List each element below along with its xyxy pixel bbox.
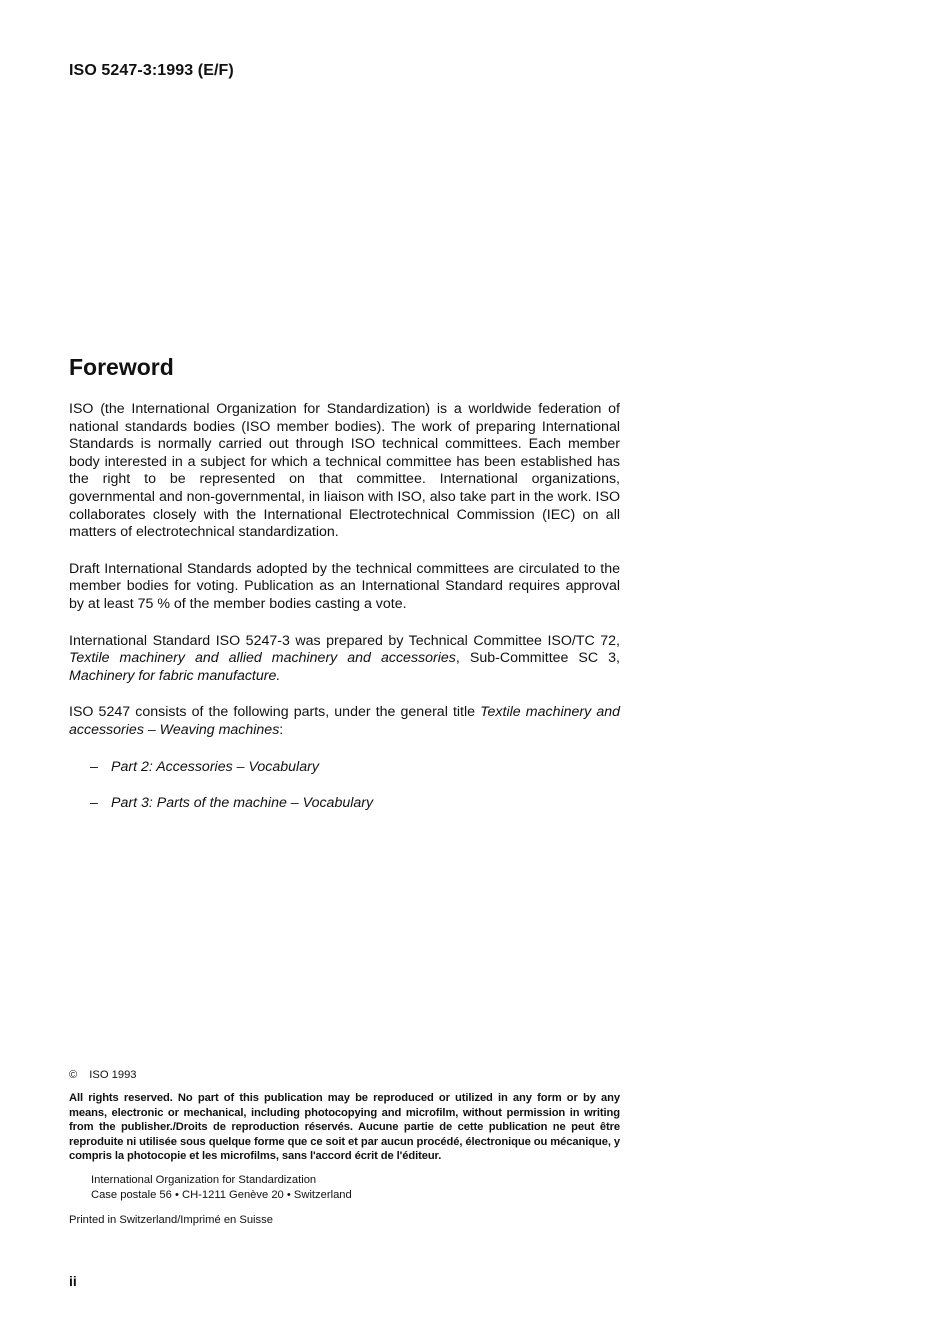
list-dash: –: [90, 795, 98, 812]
committee-title: Textile machinery and allied machinery and accessories: [69, 650, 456, 667]
paragraph-3-text-c: , Sub-Committee SC 3,: [455, 650, 620, 667]
paragraph-4-text-c: :: [279, 721, 284, 738]
list-item-part-3: [69, 795, 620, 813]
rights-notice: All rights reserved. No part of this publication may be reproduced or utilized in any form or by any means, electronic or mechanical, including photocopying and microfilm, without permission in writing from the publisher./Droits de reproduction réservés. Aucune partie de cette publication ne peut être reproduite ni utilisée sous quelque forme que ce soit et par aucun procédé, électronique ou mécanique, y compris la photocopie et les microfilms, sans l'accord écrit de l'éditeur.: [69, 1092, 620, 1163]
foreword-paragraph-3: [69, 633, 620, 686]
foreword-body: [69, 401, 620, 832]
part-3-label: Part 3: Parts of the machine – Vocabulary: [111, 795, 374, 812]
general-title: Textile machinery and accessories – Weaving machines: [69, 704, 620, 738]
foreword-paragraph-4: [69, 704, 620, 739]
publisher-postal-address: Case postale 56 • CH-1211 Genève 20 • Switzerland: [91, 1188, 352, 1201]
part-2-label: Part 2: Accessories – Vocabulary: [111, 758, 319, 775]
foreword-heading: Foreword: [69, 354, 174, 380]
subcommittee-title: Machinery for fabric manufacture.: [69, 667, 281, 684]
publisher-name: International Organization for Standardization: [91, 1174, 317, 1187]
foreword-paragraph-2: Draft International Standards adopted by the technical committees are circulated to the member bodies for voting. Publication as an International Standard requires approval by at least 75 % of the member bodies casting a vote.: [69, 560, 620, 612]
parts-list: [69, 759, 620, 813]
copyright-line: [69, 1068, 620, 1082]
document-identifier: ISO 5247-3:1993 (E/F): [69, 62, 234, 79]
list-dash: –: [90, 758, 98, 775]
printed-notice: Printed in Switzerland/Imprimé en Suisse: [69, 1214, 273, 1227]
publisher-address: [91, 1173, 620, 1202]
page-number: ii: [69, 1273, 77, 1289]
copyright-year: ISO 1993: [89, 1069, 137, 1081]
paragraph-4-text-a: ISO 5247 consists of the following parts, under the general title: [69, 704, 481, 721]
copyright-block: [69, 1068, 620, 1228]
copyright-symbol: ©: [69, 1069, 78, 1081]
foreword-paragraph-1: ISO (the International Organization for Standardization) is a worldwide federation of national standards bodies (ISO member bodies). The work of preparing International Standards is normally carried out through ISO technical committees. Each member body interested in a subject for which a technical committee has been established has the right to be represented on that committee. International organizations, governmental and non-governmental, in liaison with ISO, also take part in the work. ISO collaborates closely with the International Electrotechnical Commission (IEC) on all matters of electrotechnical standardization.: [69, 401, 620, 541]
paragraph-3-text-a: International Standard ISO 5247-3 was prepared by Technical Committee ISO/TC 72,: [69, 632, 620, 649]
list-item-part-2: [69, 759, 620, 777]
